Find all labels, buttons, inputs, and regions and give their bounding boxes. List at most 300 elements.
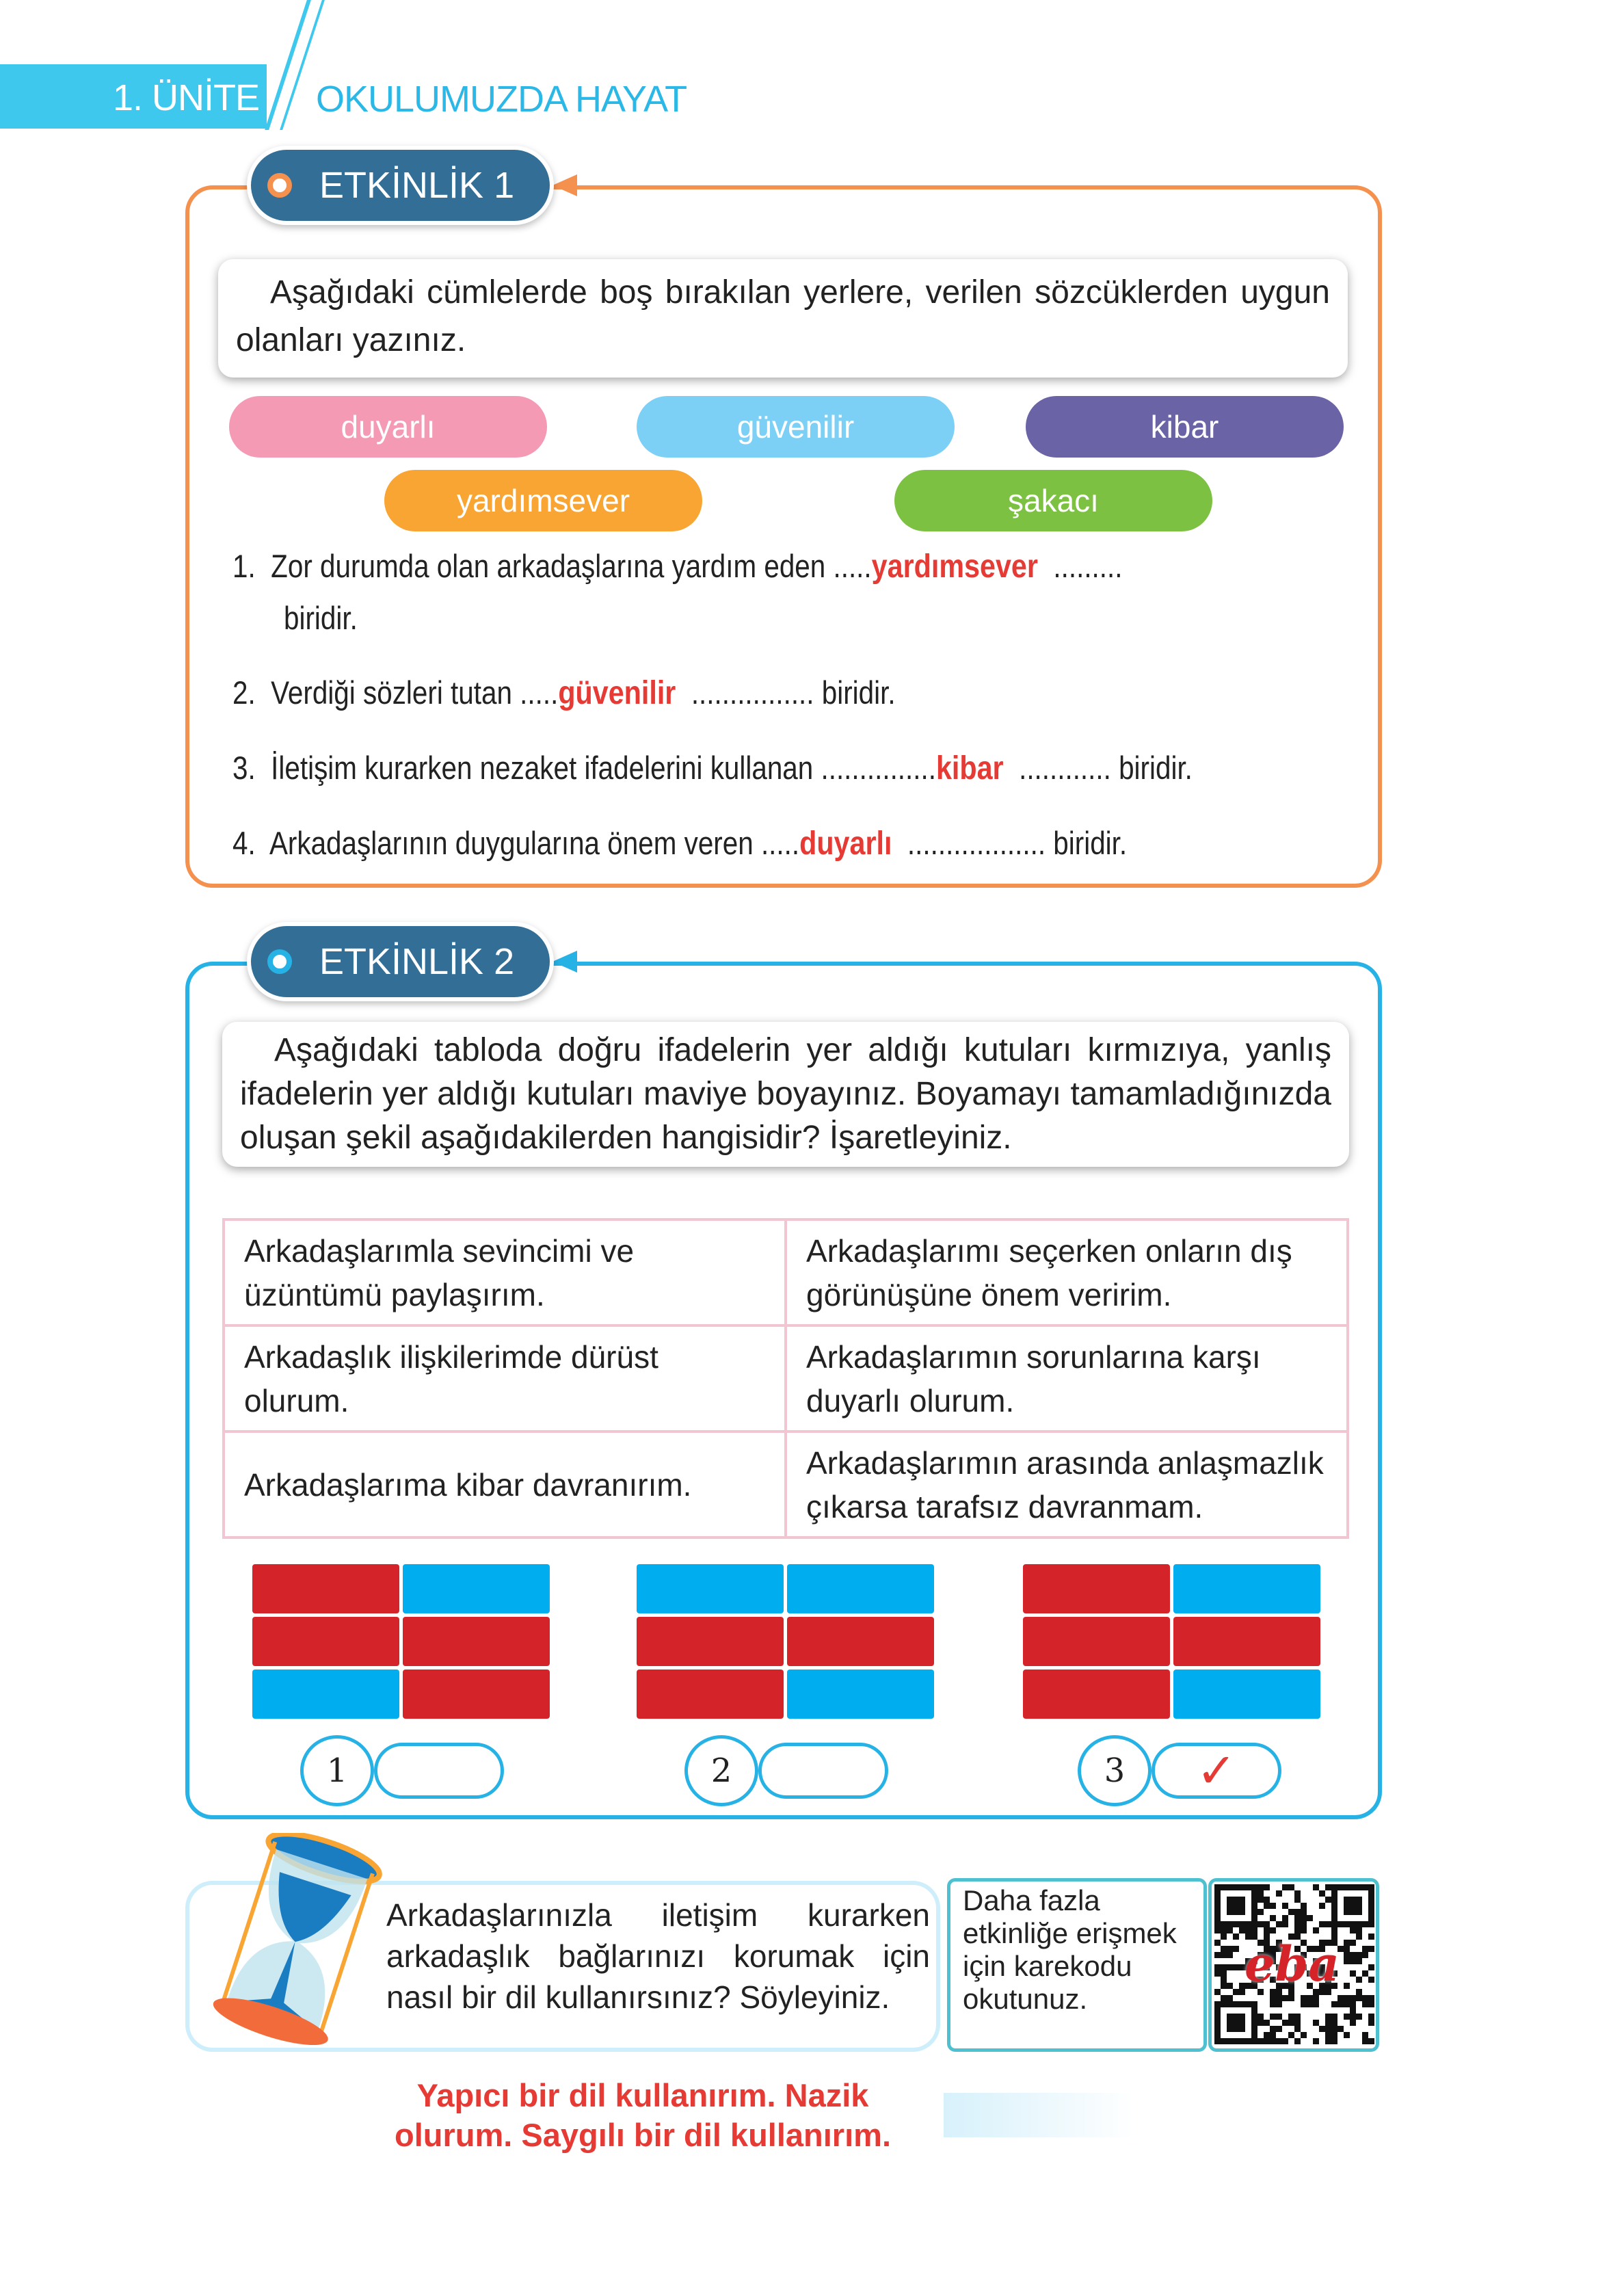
qr-module — [1214, 1989, 1221, 1995]
qr-module — [1282, 2038, 1288, 2044]
qr-module — [1350, 1903, 1356, 1909]
qr-module — [1313, 1995, 1319, 2001]
qr-module — [1251, 2038, 1257, 2044]
qr-module — [1251, 2007, 1257, 2014]
qr-module — [1257, 2020, 1264, 2026]
option-2-pattern — [637, 1564, 934, 1719]
qr-module — [1301, 1995, 1307, 2001]
qr-module — [1276, 2026, 1282, 2032]
arrow-icon — [553, 951, 577, 973]
qr-module — [1331, 1903, 1337, 1909]
option-number: 1 — [300, 1735, 374, 1806]
qr-module — [1251, 1915, 1257, 1921]
option-1-pattern — [252, 1564, 550, 1719]
qr-module — [1337, 1921, 1344, 1927]
pattern-cell-red — [403, 1617, 550, 1666]
qr-module — [1288, 2020, 1294, 2026]
qr-module — [1233, 2001, 1239, 2007]
answer: duyarlı — [799, 826, 892, 862]
qr-module — [1264, 2020, 1270, 2026]
qr-module — [1251, 2001, 1257, 2007]
qr-module — [1227, 2038, 1233, 2044]
word-pill: kibar — [1026, 396, 1344, 458]
qr-module — [1221, 2001, 1227, 2007]
qr-module — [1221, 1970, 1227, 1977]
qr-module — [1331, 2001, 1337, 2007]
qr-module — [1214, 1909, 1221, 1915]
qr-module — [1264, 1903, 1270, 1909]
qr-module — [1251, 2032, 1257, 2038]
qr-module — [1233, 2020, 1239, 2026]
pattern-cell-blue — [1173, 1669, 1320, 1719]
qr-module — [1214, 2020, 1221, 2026]
qr-module — [1227, 1903, 1233, 1909]
qr-module — [1239, 2001, 1245, 2007]
qr-module — [1362, 2032, 1368, 2038]
qr-module — [1276, 2001, 1282, 2007]
sentence-1-cont: biridir. — [284, 600, 358, 636]
qr-module — [1350, 2020, 1356, 2026]
arrow-icon — [553, 174, 577, 196]
qr-module — [1368, 1921, 1374, 1927]
qr-module — [1233, 1903, 1239, 1909]
qr-module — [1245, 2038, 1251, 2044]
qr-module — [1264, 2032, 1270, 2038]
qr-module — [1344, 1995, 1350, 2001]
num: 1. — [232, 548, 256, 584]
qr-module — [1239, 1927, 1245, 1934]
qr-module — [1362, 1970, 1368, 1977]
qr-module — [1239, 2026, 1245, 2032]
qr-module — [1350, 1958, 1356, 1964]
qr-module — [1331, 2014, 1337, 2020]
qr-module — [1331, 2032, 1337, 2038]
qr-module — [1344, 2032, 1350, 2038]
word-pill: şakacı — [894, 470, 1212, 531]
check-icon: ✓ — [1196, 1744, 1237, 1797]
qr-module — [1356, 1909, 1362, 1915]
instruction: Aşağıdaki tabloda doğru ifadelerin yer aldığı kutuları kırmızıya, yanlış ifadelerin yer aldığı kutuları maviye boyayınız. Boyamayı tamamladığınızda oluşan şekil aşağıdakilerden hangisidir? İşaretleyiniz. — [222, 1022, 1349, 1167]
qr-module — [1294, 2038, 1301, 2044]
reflection-answer: Yapıcı bir dil kullanırım. Nazik olurum. Saygılı bir dil kullanırım. — [394, 2077, 892, 2153]
qr-module — [1221, 1927, 1227, 1934]
qr-module — [1221, 1934, 1227, 1940]
qr-module — [1214, 1897, 1221, 1903]
qr-module — [1227, 2001, 1233, 2007]
qr-module — [1337, 1995, 1344, 2001]
qr-module — [1251, 1897, 1257, 1903]
qr-module — [1257, 1909, 1264, 1915]
qr-module — [1270, 1903, 1276, 1909]
qr-module — [1257, 1890, 1264, 1897]
qr-module — [1227, 1921, 1233, 1927]
qr-module — [1257, 1897, 1264, 1903]
qr-module — [1350, 1970, 1356, 1977]
qr-module — [1239, 1909, 1245, 1915]
qr-module — [1307, 2001, 1313, 2007]
activity1-badge — [251, 150, 550, 221]
qr-module — [1251, 2026, 1257, 2032]
qr-module — [1368, 1977, 1374, 1983]
qr-module — [1368, 1995, 1374, 2001]
qr-module — [1331, 1927, 1337, 1934]
unit-label: 1. ÜNİTE — [113, 77, 260, 118]
qr-module — [1239, 2014, 1245, 2020]
qr-module — [1227, 1952, 1233, 1958]
qr-module — [1344, 1909, 1350, 1915]
qr-module — [1276, 1995, 1282, 2001]
qr-module — [1251, 1921, 1257, 1927]
qr-module — [1270, 2032, 1276, 2038]
qr-module — [1214, 1940, 1221, 1946]
pattern-cell-blue — [787, 1669, 934, 1719]
unit-title: OKULUMUZDA HAYAT — [316, 79, 687, 120]
qr-module — [1294, 1909, 1301, 1915]
qr-module — [1313, 2001, 1319, 2007]
qr-module — [1239, 2020, 1245, 2026]
qr-module — [1221, 1983, 1227, 1989]
sentence-3 — [232, 749, 1193, 787]
qr-module — [1233, 1897, 1239, 1903]
qr-module — [1227, 1927, 1233, 1934]
qr-module — [1233, 1921, 1239, 1927]
text: ......... — [1053, 548, 1123, 584]
qr-module — [1350, 1921, 1356, 1927]
qr-module — [1294, 2014, 1301, 2020]
qr-module — [1288, 1909, 1294, 1915]
qr-module — [1221, 1921, 1227, 1927]
qr-module — [1368, 1934, 1374, 1940]
qr-module — [1245, 2001, 1251, 2007]
qr-module — [1282, 1884, 1288, 1890]
pattern-cell-blue — [1173, 1564, 1320, 1613]
qr-module — [1227, 1884, 1233, 1890]
qr-module — [1344, 1983, 1350, 1989]
qr-module — [1221, 1977, 1227, 1983]
qr-module — [1251, 2014, 1257, 2020]
qr-module — [1356, 1934, 1362, 1940]
qr-module — [1337, 2001, 1344, 2007]
pattern-cell-blue — [787, 1564, 934, 1613]
qr-module — [1301, 2001, 1307, 2007]
text: Zor durumda olan arkadaşlarına yardım eden ..... — [271, 548, 872, 584]
qr-module — [1313, 2020, 1319, 2026]
text: ............ biridir. — [1019, 750, 1193, 786]
qr-module — [1288, 1884, 1294, 1890]
qr-module — [1331, 1921, 1337, 1927]
qr-module — [1251, 1927, 1257, 1934]
text: .................. biridir. — [907, 825, 1128, 861]
qr-module — [1368, 1964, 1374, 1970]
qr-module — [1362, 1884, 1368, 1890]
qr-module — [1282, 1921, 1288, 1927]
qr-module — [1356, 1903, 1362, 1909]
table-cell: Arkadaşlarımın sorunlarına karşı duyarlı olurum. — [786, 1325, 1348, 1431]
qr-module — [1362, 1952, 1368, 1958]
qr-module — [1350, 1897, 1356, 1903]
qr-module — [1368, 1915, 1374, 1921]
qr-module — [1282, 1903, 1288, 1909]
qr-module — [1356, 1989, 1362, 1995]
qr-module — [1325, 2032, 1331, 2038]
qr-module — [1264, 1927, 1270, 1934]
qr-module — [1362, 2038, 1368, 2044]
qr-module — [1251, 1903, 1257, 1909]
qr-module — [1233, 1946, 1239, 1952]
pattern-cell-red — [252, 1617, 399, 1666]
qr-module — [1233, 2038, 1239, 2044]
qr-module — [1214, 2001, 1221, 2007]
qr-module — [1270, 2001, 1276, 2007]
qr-module — [1350, 1884, 1356, 1890]
qr-module — [1344, 1897, 1350, 1903]
qr-module — [1264, 1921, 1270, 1927]
qr-module — [1214, 1964, 1221, 1970]
qr-module — [1257, 1921, 1264, 1927]
qr-module — [1356, 1927, 1362, 1934]
qr-module — [1264, 2038, 1270, 2044]
qr-module — [1294, 2026, 1301, 2032]
qr-module — [1344, 1958, 1350, 1964]
table-cell: Arkadaşlık ilişkilerimde dürüst olurum. — [224, 1325, 786, 1431]
qr-module — [1313, 1884, 1319, 1890]
qr-module — [1319, 1921, 1325, 1927]
num: 4. — [232, 825, 256, 861]
qr-module — [1270, 1995, 1276, 2001]
table-cell: Arkadaşlarımın arasında anlaşmazlık çıkarsa tarafsız davranmam. — [786, 1431, 1348, 1537]
qr-module — [1368, 1946, 1374, 1952]
qr-module — [1325, 1884, 1331, 1890]
qr-module — [1301, 1921, 1307, 1927]
qr-module — [1294, 1890, 1301, 1897]
qr-module — [1251, 1890, 1257, 1897]
qr-module — [1221, 1995, 1227, 2001]
qr-module — [1276, 2014, 1282, 2020]
qr-module — [1239, 2038, 1245, 2044]
qr-module — [1276, 1921, 1282, 1927]
qr-module — [1337, 1884, 1344, 1890]
qr-module — [1313, 1927, 1319, 1934]
pattern-cell-red — [1023, 1564, 1170, 1613]
qr-module — [1356, 1958, 1362, 1964]
qr-module — [1319, 1903, 1325, 1909]
qr-module — [1368, 1903, 1374, 1909]
qr-module — [1362, 2001, 1368, 2007]
qr-module — [1245, 1884, 1251, 1890]
table-cell: Arkadaşlarımı seçerken onların dış görünüşüne önem veririm. — [786, 1219, 1348, 1325]
hourglass-icon — [209, 1833, 386, 2045]
qr-module — [1227, 2026, 1233, 2032]
qr-module — [1301, 1927, 1307, 1934]
qr-module — [1239, 1884, 1245, 1890]
qr-module — [1214, 1884, 1221, 1890]
option-number: 3 — [1078, 1735, 1152, 1806]
pattern-cell-red — [252, 1564, 399, 1613]
qr-module — [1294, 2020, 1301, 2026]
qr-module — [1251, 2020, 1257, 2026]
qr-module — [1307, 1995, 1313, 2001]
answer: yardımsever — [871, 549, 1038, 585]
qr-module — [1227, 2020, 1233, 2026]
qr-module — [1288, 2014, 1294, 2020]
dot-icon — [267, 173, 292, 198]
qr-module — [1214, 2026, 1221, 2032]
qr-module — [1282, 2020, 1288, 2026]
qr-module — [1325, 1921, 1331, 1927]
qr-module — [1331, 1915, 1337, 1921]
answer: güvenilir — [558, 675, 676, 711]
qr-module — [1301, 1915, 1307, 1921]
qr-module — [1344, 1903, 1350, 1909]
text: Arkadaşlarının duygularına önem veren ..... — [269, 825, 800, 861]
qr-module — [1270, 1927, 1276, 1934]
qr-module — [1227, 1909, 1233, 1915]
option-number: 2 — [684, 1735, 758, 1806]
qr-module — [1251, 1909, 1257, 1915]
qr-module — [1270, 1915, 1276, 1921]
pattern-cell-red — [403, 1669, 550, 1719]
qr-module — [1294, 1921, 1301, 1927]
sentence-2 — [232, 674, 896, 712]
qr-module — [1221, 1946, 1227, 1952]
qr-module — [1344, 2001, 1350, 2007]
option-checkbox[interactable] — [1152, 1743, 1281, 1799]
qr-module — [1350, 1927, 1356, 1934]
qr-module — [1214, 1970, 1221, 1977]
qr-module — [1214, 2038, 1221, 2044]
qr-module — [1350, 1952, 1356, 1958]
qr-module — [1368, 2020, 1374, 2026]
qr-module — [1368, 1884, 1374, 1890]
qr-module — [1368, 1909, 1374, 1915]
qr-module — [1325, 2038, 1331, 2044]
qr-module — [1350, 1995, 1356, 2001]
qr-module — [1344, 2014, 1350, 2020]
pattern-cell-red — [1173, 1617, 1320, 1666]
qr-module — [1307, 1915, 1313, 1921]
qr-module — [1251, 1884, 1257, 1890]
qr-module — [1301, 2032, 1307, 2038]
qr-module — [1221, 2038, 1227, 2044]
option-3-pattern — [1023, 1564, 1320, 1719]
sentence-4 — [232, 824, 1127, 862]
qr-module — [1214, 1915, 1221, 1921]
qr-module — [1294, 1927, 1301, 1934]
qr-module — [1368, 2038, 1374, 2044]
table-cell: Arkadaşlarıma kibar davranırım. — [224, 1431, 786, 1537]
qr-module — [1344, 1946, 1350, 1952]
badge-label: ETKİNLİK 2 — [319, 941, 515, 982]
badge-label: ETKİNLİK 1 — [319, 165, 515, 206]
pattern-cell-blue — [637, 1564, 784, 1613]
qr-module — [1227, 1983, 1233, 1989]
qr-module — [1227, 2014, 1233, 2020]
qr-module — [1368, 1890, 1374, 1897]
qr-module — [1301, 1909, 1307, 1915]
qr-module — [1319, 1890, 1325, 1897]
pattern-cell-red — [637, 1669, 784, 1719]
qr-module — [1356, 1921, 1362, 1927]
qr-module — [1239, 1897, 1245, 1903]
qr-module — [1319, 2026, 1325, 2032]
qr-module — [1368, 2001, 1374, 2007]
qr-module — [1270, 2026, 1276, 2032]
qr-module — [1331, 2020, 1337, 2026]
qr-module — [1257, 2038, 1264, 2044]
qr-module — [1214, 1903, 1221, 1909]
qr-module — [1276, 2038, 1282, 2044]
instruction: Aşağıdaki cümlelerde boş bırakılan yerlere, verilen sözcüklerden uygun olanları yazınız. — [218, 259, 1348, 378]
qr-module — [1356, 1952, 1362, 1958]
qr-module — [1344, 1884, 1350, 1890]
qr-module — [1264, 1884, 1270, 1890]
qr-module — [1356, 1995, 1362, 2001]
pattern-cell-red — [637, 1617, 784, 1666]
qr-module — [1356, 1897, 1362, 1903]
qr-module — [1214, 1927, 1221, 1934]
qr-module — [1294, 1915, 1301, 1921]
qr-module — [1331, 1909, 1337, 1915]
qr-module — [1331, 1890, 1337, 1897]
word-pill: güvenilir — [637, 396, 955, 458]
qr-module — [1362, 1995, 1368, 2001]
qr-module — [1337, 2026, 1344, 2032]
qr-module — [1325, 2020, 1331, 2026]
qr-module — [1233, 2014, 1239, 2020]
qr-module — [1288, 2032, 1294, 2038]
qr-module — [1356, 1884, 1362, 1890]
qr-module — [1276, 1890, 1282, 1897]
word-pill: duyarlı — [229, 396, 547, 458]
qr-module — [1233, 1964, 1239, 1970]
qr-module — [1350, 1940, 1356, 1946]
qr-module — [1294, 1897, 1301, 1903]
qr-module — [1221, 1952, 1227, 1958]
num: 2. — [232, 674, 256, 711]
text: İletişim kurarken nezaket ifadelerini kullanan ............... — [271, 750, 936, 786]
qr-module — [1221, 1964, 1227, 1970]
qr-module — [1325, 1897, 1331, 1903]
qr-module — [1282, 1995, 1288, 2001]
qr-module — [1350, 2007, 1356, 2014]
qr-module — [1288, 1995, 1294, 2001]
qr-module — [1344, 1952, 1350, 1958]
qr-module — [1270, 2014, 1276, 2020]
qr-module — [1214, 1890, 1221, 1897]
qr-module — [1233, 1934, 1239, 1940]
qr-module — [1331, 1884, 1337, 1890]
qr-module — [1257, 2014, 1264, 2020]
decoration — [944, 2093, 1135, 2137]
qr-module — [1239, 1921, 1245, 1927]
pattern-cell-blue — [252, 1669, 399, 1719]
option-checkbox[interactable] — [758, 1743, 888, 1799]
qr-module — [1233, 1989, 1239, 1995]
qr-module — [1313, 2038, 1319, 2044]
qr-module — [1221, 1884, 1227, 1890]
pattern-cell-red — [787, 1617, 934, 1666]
qr-module — [1239, 1903, 1245, 1909]
qr-module — [1362, 1921, 1368, 1927]
qr-module — [1350, 2001, 1356, 2007]
pattern-cell-red — [1023, 1617, 1170, 1666]
qr-module — [1233, 1909, 1239, 1915]
qr-module — [1233, 2026, 1239, 2032]
option-checkbox[interactable] — [374, 1743, 504, 1799]
qr-module — [1233, 1884, 1239, 1890]
qr-module — [1282, 1915, 1288, 1921]
qr-module — [1331, 2038, 1337, 2044]
